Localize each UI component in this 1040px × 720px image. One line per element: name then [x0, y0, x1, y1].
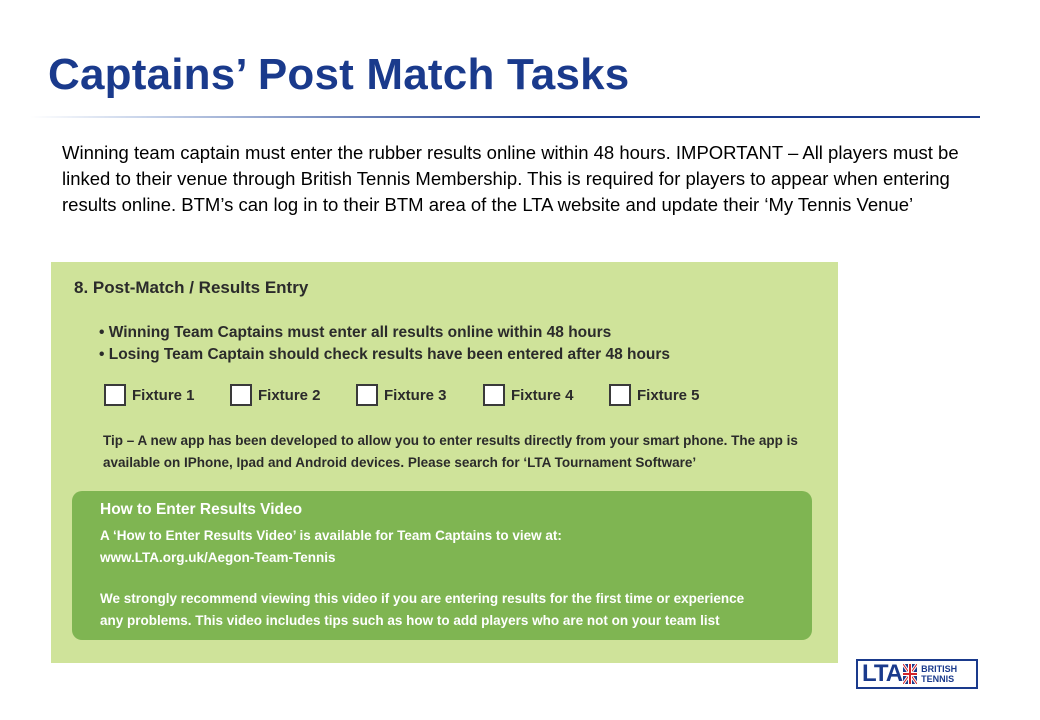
logo-line: TENNIS — [921, 674, 955, 684]
post-match-card — [51, 262, 838, 663]
fixture-5[interactable] — [609, 384, 700, 406]
logo-line: BRITISH — [921, 664, 958, 674]
fixture-1[interactable] — [104, 384, 195, 406]
fixture-checkbox[interactable] — [104, 384, 126, 406]
video-recommendation — [100, 588, 810, 632]
video-link[interactable]: www.LTA.org.uk/Aegon-Team-Tennis — [100, 550, 336, 565]
intro-paragraph: Winning team captain must enter the rubber results online within 48 hours. IMPORTANT – All players must be linked to their venue through British Tennis Membership. This is required for players to appear when entering results online. BTM’s can log in to their BTM area of the LTA website and update their ‘My Tennis Venue’ — [62, 142, 959, 215]
bullet-item: • Losing Team Captain should check results have been entered after 48 hours — [99, 344, 670, 366]
section-title: 8. Post-Match / Results Entry — [74, 278, 309, 297]
bullet-list — [99, 322, 670, 366]
video-line: We strongly recommend viewing this video if you are entering results for the first time or experience — [100, 591, 745, 606]
fixture-4[interactable] — [483, 384, 574, 406]
tip-line: Tip – A new app has been developed to allow you to enter results directly from your smart phone. The app is — [103, 433, 798, 448]
fixture-label: Fixture 3 — [384, 386, 447, 404]
video-info — [100, 525, 562, 569]
fixture-label: Fixture 2 — [258, 386, 321, 404]
video-panel — [72, 491, 812, 640]
tip-line: available on IPhone, Ipad and Android devices. Please search for ‘LTA Tournament Software’ — [103, 455, 697, 470]
fixture-checkbox[interactable] — [230, 384, 252, 406]
fixture-label: Fixture 1 — [132, 386, 195, 404]
lta-logo — [856, 659, 978, 689]
logo-brand: LTA — [862, 660, 903, 687]
fixture-label: Fixture 4 — [511, 386, 574, 404]
video-title: How to Enter Results Video — [100, 501, 303, 518]
bullet-item: • Winning Team Captains must enter all results online within 48 hours — [99, 322, 670, 344]
fixture-checkbox[interactable] — [356, 384, 378, 406]
logo-text — [921, 664, 957, 684]
fixture-checklist — [104, 384, 804, 414]
union-flag-icon — [903, 664, 917, 684]
video-line: any problems. This video includes tips such as how to add players who are not on your team list — [100, 613, 720, 628]
fixture-checkbox[interactable] — [483, 384, 505, 406]
fixture-label: Fixture 5 — [637, 386, 700, 404]
fixture-2[interactable] — [230, 384, 321, 406]
title-divider — [30, 116, 980, 118]
fixture-checkbox[interactable] — [609, 384, 631, 406]
fixture-3[interactable] — [356, 384, 447, 406]
video-line: A ‘How to Enter Results Video’ is available for Team Captains to view at: — [100, 528, 562, 543]
tip-text — [103, 430, 803, 474]
slide-title: Captains’ Post Match Tasks — [48, 50, 630, 99]
